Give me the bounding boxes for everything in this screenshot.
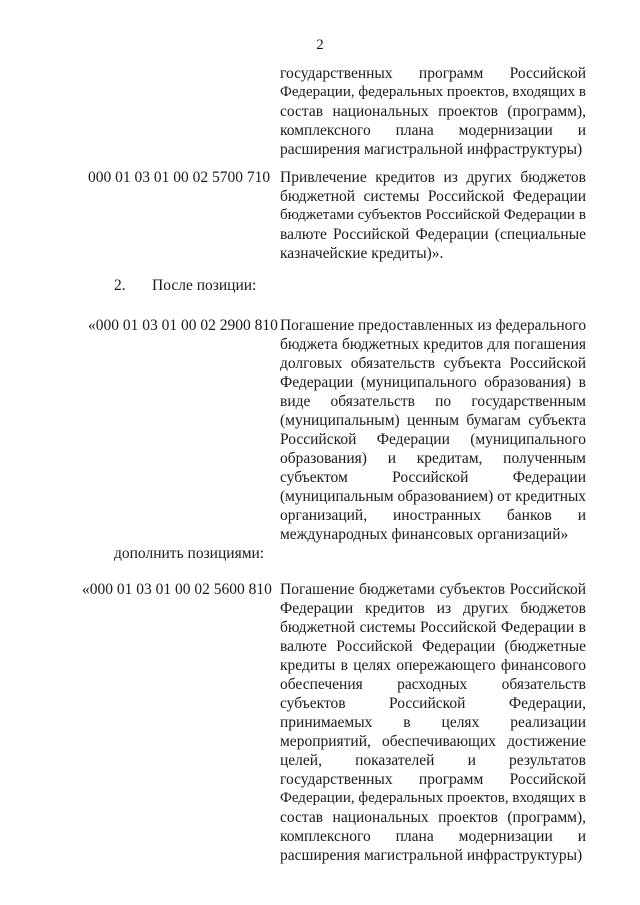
description-line: состав национальных проектов (программ),	[280, 809, 586, 826]
item-text: После позиции:	[152, 277, 257, 294]
description-line: мероприятий, обеспечивающих достижение	[280, 733, 586, 750]
description-line: государственных программ Российской	[280, 65, 586, 82]
description-line: целей, показателей и результатов	[280, 752, 586, 769]
description-line: бюджетами субъектов Российской Федерации в	[280, 207, 586, 223]
description-line: бюджетной системы Российской Федерации в	[280, 619, 586, 636]
description-line: государственных программ Российской	[280, 771, 586, 788]
description-line: Привлечение кредитов из других бюджетов	[280, 169, 586, 186]
description-line: валюте Российской Федерации (бюджетные	[280, 638, 586, 655]
description-line: долговых обязательств субъекта Российской	[280, 355, 586, 372]
description-line: субъектом Российской Федерации	[280, 469, 586, 486]
description-line: комплексного плана модернизации и	[280, 122, 586, 139]
description-line: комплексного плана модернизации и	[280, 828, 586, 845]
item-number: 2.	[114, 277, 126, 294]
description-line: Российской Федерации (муниципального	[280, 431, 586, 448]
description-line: (муниципальным) ценным бумагам субъекта	[280, 412, 586, 429]
page-number: 2	[316, 37, 324, 53]
description-line: расширения магистральной инфраструктуры)	[280, 141, 583, 158]
description-line: Федерации (муниципального образования) в	[280, 374, 586, 391]
description-line: обеспечения расходных обязательств	[280, 676, 586, 693]
description-line: Федерации, федеральных проектов, входящих в	[280, 84, 586, 100]
description-line: казначейские кредиты)».	[280, 245, 444, 262]
description-line: Погашение предоставленных из федерального	[280, 317, 587, 334]
description-line: бюджета бюджетных кредитов для погашения	[280, 336, 586, 353]
description-line: принимаемых в целях реализации	[280, 714, 586, 731]
description-line: состав национальных проектов (программ),	[280, 103, 586, 120]
budget-code: «000 01 03 01 00 02 2900 810	[88, 317, 278, 334]
description-line: Федерации, федеральных проектов, входящих в	[280, 790, 586, 806]
description-line: организаций, иностранных банков и	[280, 507, 586, 524]
description-line: международных финансовых организаций»	[280, 526, 569, 543]
budget-code: «000 01 03 01 00 02 5600 810	[82, 581, 272, 598]
entry-description	[280, 580, 586, 865]
description-line: виде обязательств по государственным	[280, 393, 586, 410]
description-line: валюте Российской Федерации (специальные	[280, 226, 586, 243]
entry-description	[280, 316, 586, 544]
description-line: образования) и кредитам, полученным	[280, 450, 586, 467]
description-line: бюджетной системы Российской Федерации	[280, 188, 586, 205]
description-line: (муниципальным образованием) от кредитных	[280, 488, 586, 505]
description-line: кредиты в целях опережающего финансового	[280, 657, 586, 674]
description-line: Федерации кредитов из других бюджетов	[280, 600, 586, 617]
entry-description	[280, 168, 586, 263]
budget-code: 000 01 03 01 00 02 5700 710	[88, 169, 271, 186]
description-line: субъектов Российской Федерации,	[280, 695, 586, 712]
description-line: Погашение бюджетами субъектов Российской	[280, 581, 586, 598]
description-line: расширения магистральной инфраструктуры)	[280, 847, 583, 864]
continuation-description	[280, 64, 586, 159]
supplement-text: дополнить позициями:	[114, 545, 265, 562]
